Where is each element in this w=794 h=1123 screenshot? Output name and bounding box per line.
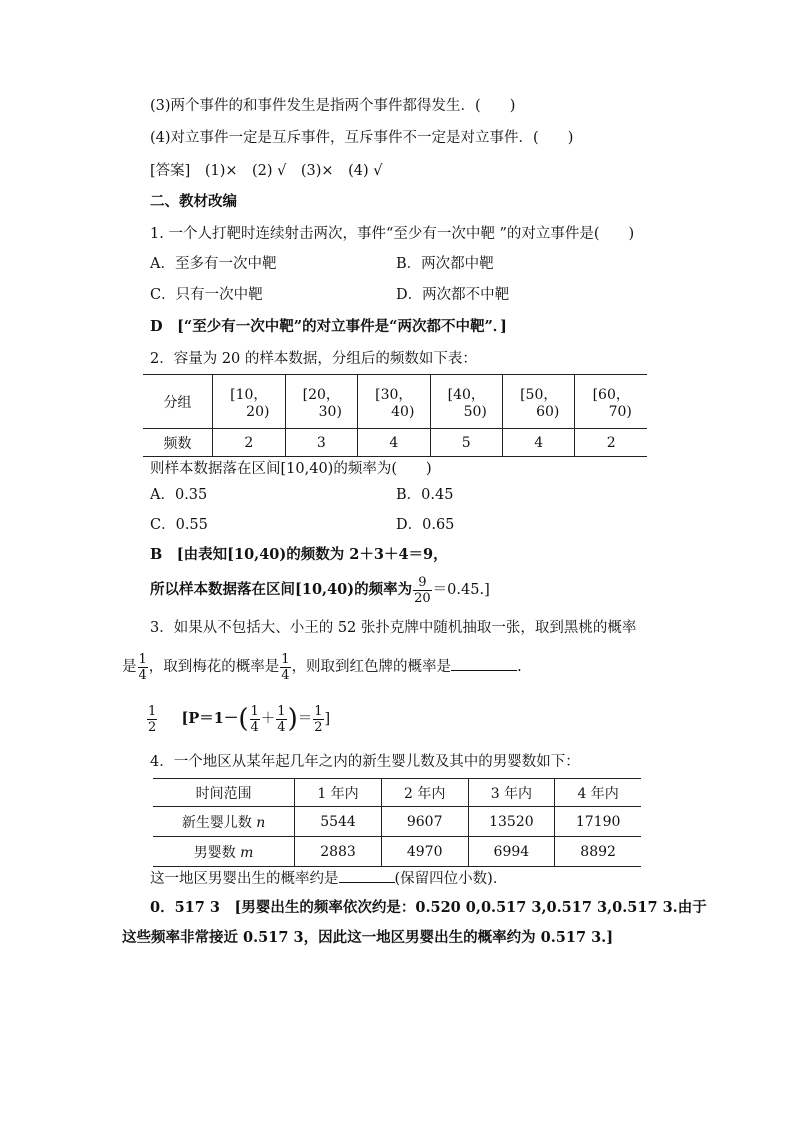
table-cell: 5544 [295,807,382,837]
judge-answer: [答案] (1)× (2) √ (3)× (4) √ [150,163,383,179]
table-row-label: 男婴数 m [153,837,295,867]
q1-stem: 1. 一个人打靶时连续射击两次，事件“至少有一次中靶 ”的对立事件是( ) [150,226,635,242]
table-cell-count: 5 [430,429,502,457]
q3-answer: $\frac{1}{2}$ [P＝1－( $\frac{1}{4}$ ＋ $\frac{1}{4}$ )＝ $\frac{1}{2}$ ] [148,703,331,735]
q2-option-d: D．0.65 [396,517,455,533]
table-cell-count: 4 [503,429,575,457]
q4-answer-line2: 这些频率非常接近 0.517 3，因此这一地区男婴出生的概率约为 0.517 3.] [122,929,614,946]
table-header-cell: 4 年内 [555,779,641,807]
q2-option-b: B．0.45 [396,487,454,503]
q1-option-a: A．至多有一次中靶 [150,256,277,272]
table-cell-count: 2 [213,429,285,457]
q4-answer-line1: 0．517 3 [男婴出生的频率依次约是：0.520 0,0.517 3,0.517 3,0.517 3.由于 [150,899,707,916]
q3-stem-line1: 3．如果从不包括大、小王的 52 张扑克牌中随机抽取一张，取到黑桃的概率 [150,620,637,636]
q2-option-a: A．0.35 [150,487,208,503]
judge-item-3: (3)两个事件的和事件发生是指两个事件都得发生．( ) [150,98,516,114]
q2-answer-line2: 所以样本数据落在区间[10,40)的频率为 $\frac{9}{20}$ ＝0.45.] [150,574,490,606]
q1-option-d: D．两次都不中靶 [396,287,510,303]
q1-option-b: B．两次都中靶 [396,256,494,272]
table-header-group: 分组 [143,375,213,429]
table-cell-group: [30， 40) [358,375,430,429]
table-cell: 13520 [468,807,555,837]
table-header-cell: 1 年内 [295,779,382,807]
q3-stem-line2: 是 $\frac{1}{4}$ ，取到梅花的概率是 $\frac{1}{4}$ ，则取到红色牌的概率是 . [122,651,522,683]
table-cell: 6994 [468,837,555,867]
table-header-cell: 时间范围 [153,779,295,807]
answer-blank [339,868,395,883]
q2-answer-line1: B [由表知[10,40)的频数为 2＋3＋4＝9， [150,546,448,563]
table-cell: 17190 [555,807,641,837]
frequency-table [143,374,647,457]
table-cell: 9607 [381,807,468,837]
table-cell-count: 4 [358,429,430,457]
q1-option-c: C．只有一次中靶 [150,287,263,303]
q2-stem: 2．容量为 20 的样本数据，分组后的频数如下表： [150,351,477,367]
table-cell-group: [10， 20) [213,375,285,429]
q2-question: 则样本数据落在区间[10,40)的频率为( ) [150,461,432,477]
answer-blank [451,656,517,671]
table-cell: 4970 [381,837,468,867]
table-cell-group: [20， 30) [285,375,357,429]
table-cell-group: [50， 60) [503,375,575,429]
q4-stem: 4．一个地区从某年起几年之内的新生婴儿数及其中的男婴数如下： [150,754,580,770]
table-cell: 2883 [295,837,382,867]
newborn-table [153,778,641,867]
table-cell-count: 3 [285,429,357,457]
table-cell-group: [40， 50) [430,375,502,429]
table-cell: 8892 [555,837,641,867]
table-header-count: 频数 [143,429,213,457]
q1-answer: D [“至少有一次中靶”的对立事件是“两次都不中靶”．] [150,318,507,335]
judge-item-4: (4)对立事件一定是互斥事件，互斥事件不一定是对立事件．( ) [150,130,574,146]
q4-question: 这一地区男婴出生的概率约是 (保留四位小数)． [150,868,507,889]
table-cell-group: [60， 70) [575,375,647,429]
q2-option-c: C．0.55 [150,517,208,533]
table-cell-count: 2 [575,429,647,457]
section-title: 二、教材改编 [150,193,237,210]
table-header-cell: 3 年内 [468,779,555,807]
table-header-cell: 2 年内 [381,779,468,807]
table-row-label: 新生婴儿数 n [153,807,295,837]
